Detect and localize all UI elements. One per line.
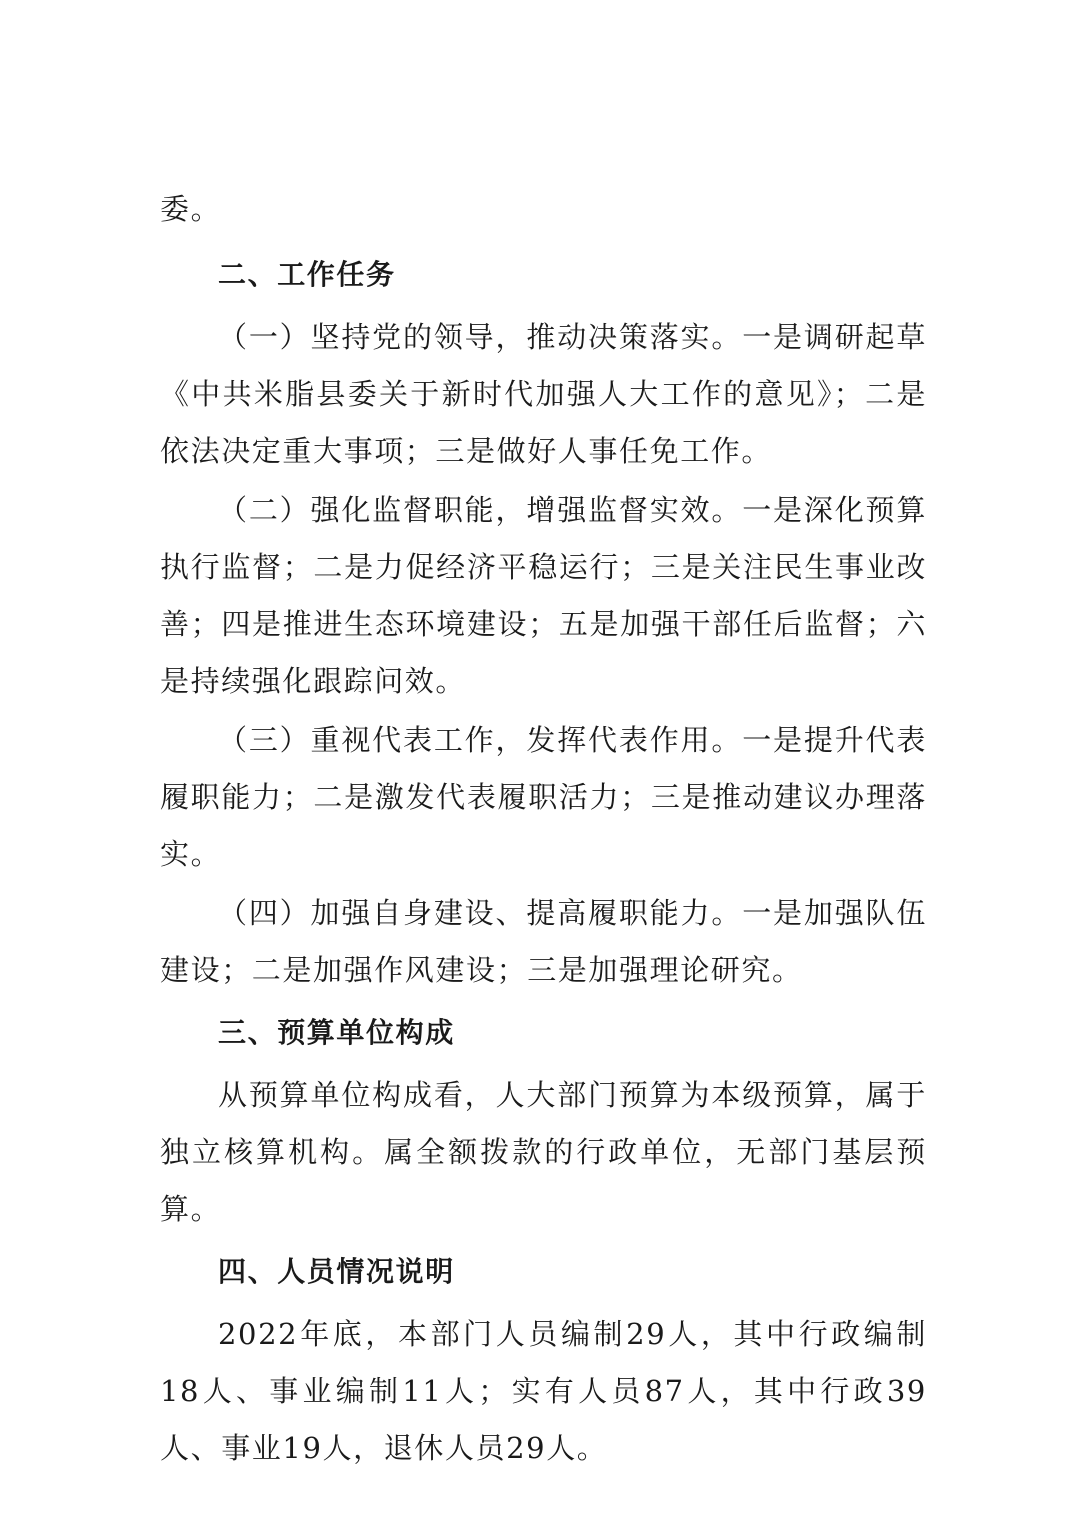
paragraph-staffing: 2022年底，本部门人员编制29人，其中行政编制18人、事业编制11人；实有人员87人，其中行政39人、事业19人，退休人员29人。 xyxy=(160,1317,927,1465)
paragraph-budget-units: 从预算单位构成看，人大部门预算为本级预算，属于独立核算机构。属全额拨款的行政单位，无部门基层预算。 xyxy=(160,1078,927,1226)
section-heading-work-tasks: 二、工作任务 xyxy=(218,258,396,291)
paragraph-task-3: （三）重视代表工作，发挥代表作用。一是提升代表履职能力；二是激发代表履职活力；三是推动建议办理落实。 xyxy=(160,723,927,871)
paragraph-task-4: （四）加强自身建设、提高履职能力。一是加强队伍建设；二是加强作风建设；三是加强理论研究。 xyxy=(160,896,927,987)
section-heading-staffing: 四、人员情况说明 xyxy=(218,1255,455,1288)
paragraph-task-1: （一）坚持党的领导，推动决策落实。一是调研起草《中共米脂县委关于新时代加强人大工作的意见》；二是依法决定重大事项；三是做好人事任免工作。 xyxy=(160,320,927,468)
section-heading-budget-units: 三、预算单位构成 xyxy=(218,1016,455,1049)
document-body xyxy=(160,181,927,1479)
paragraph-continuation: 委。 xyxy=(160,192,222,226)
paragraph-task-2: （二）强化监督职能，增强监督实效。一是深化预算执行监督；二是力促经济平稳运行；三是关注民生事业改善；四是推进生态环境建设；五是加强干部任后监督；六是持续强化跟踪问效。 xyxy=(160,493,927,698)
